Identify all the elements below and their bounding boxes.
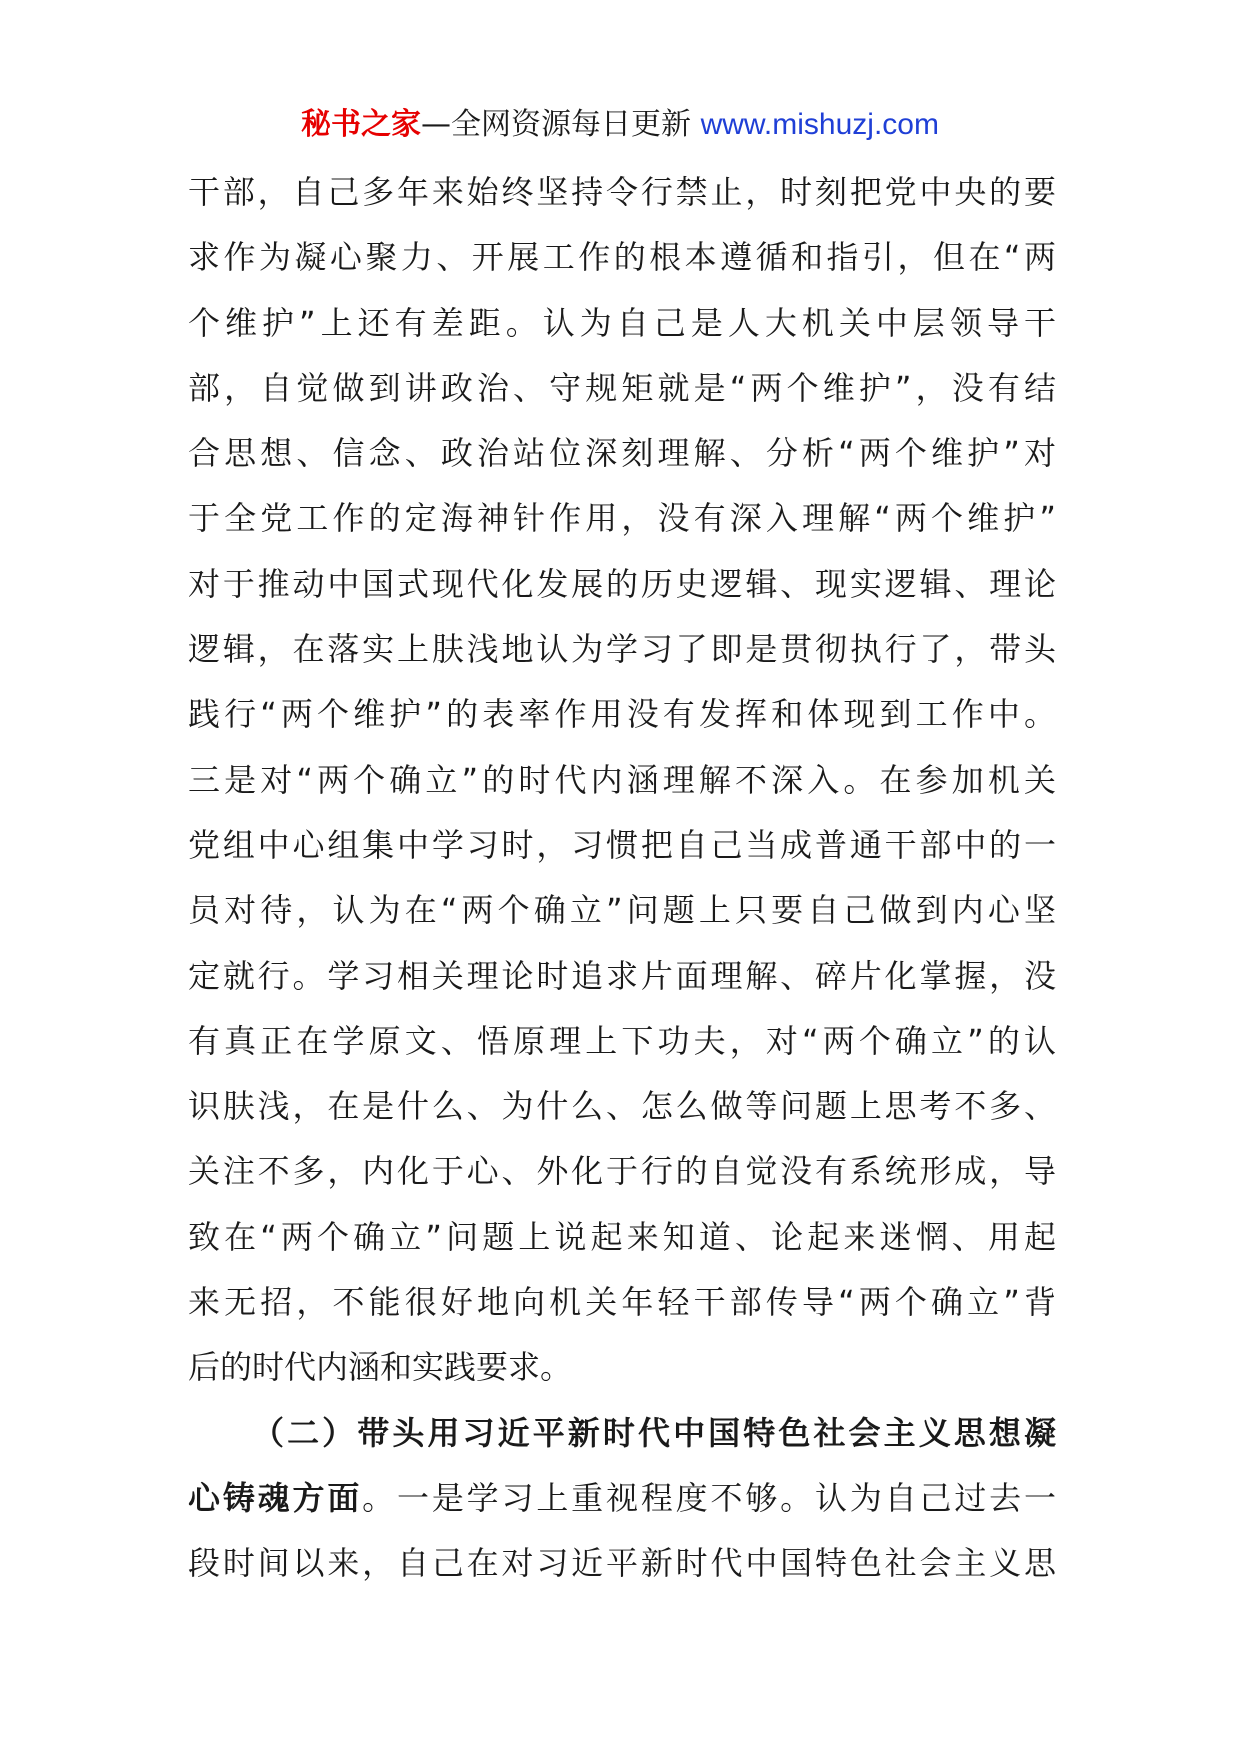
text-line: 部，自觉做到讲政治、守规矩就是“两个维护”，没有结 (188, 368, 1056, 407)
text-line: 于全党工作的定海神针作用，没有深入理解“两个维护” (188, 499, 1056, 538)
text-line: 个维护”上还有差距。认为自己是人大机关中层领导干 (188, 303, 1056, 342)
text-line: 践行“两个维护”的表率作用没有发挥和体现到工作中。 (188, 695, 1056, 734)
text-line: 致在“两个确立”问题上说起来知道、论起来迷惘、用起 (188, 1217, 1056, 1256)
text-line: 求作为凝心聚力、开展工作的根本遵循和指引，但在“两 (188, 238, 1056, 277)
document-body (188, 160, 1056, 1597)
text-line: 后的时代内涵和实践要求。 (188, 1348, 573, 1387)
section-heading: （二）带头用习近平新时代中国特色社会主义思想凝 (252, 1413, 1056, 1452)
section-heading-continued: 心铸魂方面 (188, 1478, 363, 1517)
text-line: 段时间以来，自己在对习近平新时代中国特色社会主义思 (188, 1544, 1056, 1583)
text-line: 员对待，认为在“两个确立”问题上只要自己做到内心坚 (188, 891, 1056, 930)
site-brand: 秘书之家 (301, 107, 422, 142)
text-line: 定就行。学习相关理论时追求片面理解、碎片化掌握，没 (188, 956, 1056, 995)
text-line: 党组中心组集中学习时，习惯把自己当成普通干部中的一 (188, 825, 1056, 864)
text-line: 有真正在学原文、悟原理上下功夫，对“两个确立”的认 (188, 1021, 1056, 1060)
text-line: 干部，自己多年来始终坚持令行禁止，时刻把党中央的要 (188, 173, 1056, 211)
site-tagline: —全网资源每日更新 (421, 107, 701, 142)
text-line: 合思想、信念、政治站位深刻理解、分析“两个维护”对 (188, 434, 1056, 473)
text-line: 识肤浅，在是什么、为什么、怎么做等问题上思考不多、 (188, 1087, 1056, 1126)
text-line: 来无招，不能很好地向机关年轻干部传导“两个确立”背 (188, 1283, 1056, 1322)
site-url-link[interactable]: www.mishuzj.com (700, 108, 939, 141)
text-line: 逻辑，在落实上肤浅地认为学习了即是贯彻执行了，带头 (188, 630, 1056, 669)
text-line: 关注不多，内化于心、外化于行的自觉没有系统形成，导 (188, 1152, 1056, 1191)
site-header (0, 100, 1240, 150)
section-text: 。一是学习上重视程度不够。认为自己过去一 (362, 1478, 1056, 1517)
text-line: 对于推动中国式现代化发展的历史逻辑、现实逻辑、理论 (188, 564, 1056, 603)
text-line: 三是对“两个确立”的时代内涵理解不深入。在参加机关 (188, 760, 1056, 799)
text-line (188, 1466, 1056, 1531)
